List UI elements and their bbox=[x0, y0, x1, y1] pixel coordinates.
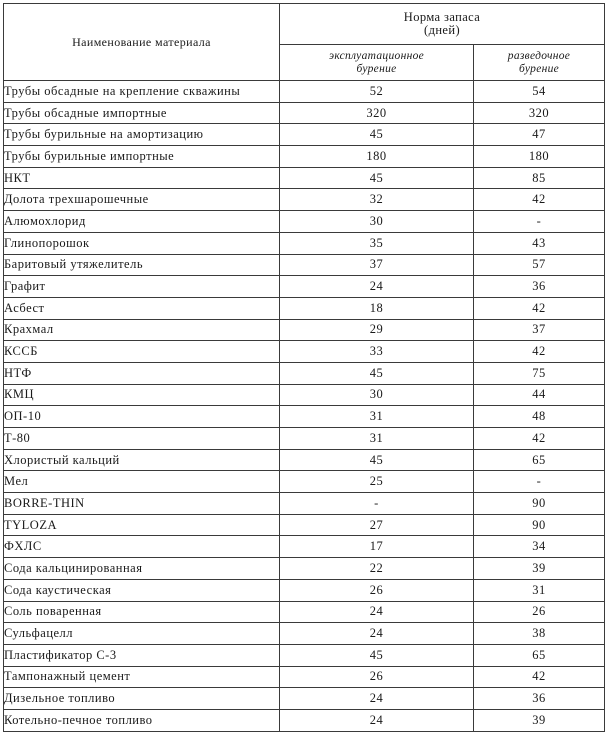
stock-norm-title: Норма запаса bbox=[403, 10, 481, 25]
material-name-cell: Котельно-печное топливо bbox=[4, 709, 280, 731]
exploration-norm-cell: 36 bbox=[474, 688, 605, 710]
exploration-norm-cell: 75 bbox=[474, 362, 605, 384]
table-row bbox=[4, 666, 605, 688]
table-body bbox=[4, 81, 605, 732]
exploitation-norm-cell: 25 bbox=[280, 471, 474, 493]
table-row bbox=[4, 471, 605, 493]
material-name-cell: КМЦ bbox=[4, 384, 280, 406]
stock-norm-group-header bbox=[280, 4, 605, 45]
table-row bbox=[4, 449, 605, 471]
exploitation-header-line2: бурение bbox=[356, 62, 397, 75]
table-row bbox=[4, 232, 605, 254]
exploitation-norm-cell: 27 bbox=[280, 514, 474, 536]
table-header bbox=[4, 4, 605, 81]
exploitation-drilling-header bbox=[280, 45, 474, 81]
table-row bbox=[4, 254, 605, 276]
material-name-cell: НКТ bbox=[4, 167, 280, 189]
table-row bbox=[4, 536, 605, 558]
material-name-cell: НТФ bbox=[4, 362, 280, 384]
table-row bbox=[4, 579, 605, 601]
exploitation-norm-cell: 37 bbox=[280, 254, 474, 276]
table-row bbox=[4, 319, 605, 341]
exploration-norm-cell: 65 bbox=[474, 449, 605, 471]
material-name-header: Наименование материала bbox=[4, 4, 280, 81]
exploitation-norm-cell: - bbox=[280, 493, 474, 515]
exploration-norm-cell: 42 bbox=[474, 428, 605, 450]
material-name-cell: Тампонажный цемент bbox=[4, 666, 280, 688]
material-name-cell: Дизельное топливо bbox=[4, 688, 280, 710]
material-name-cell: Крахмал bbox=[4, 319, 280, 341]
table-row bbox=[4, 709, 605, 731]
exploitation-norm-cell: 45 bbox=[280, 362, 474, 384]
exploration-norm-cell: - bbox=[474, 471, 605, 493]
exploration-norm-cell: 34 bbox=[474, 536, 605, 558]
exploitation-norm-cell: 45 bbox=[280, 644, 474, 666]
exploration-norm-cell: 54 bbox=[474, 81, 605, 103]
exploration-norm-cell: - bbox=[474, 211, 605, 233]
table-row bbox=[4, 644, 605, 666]
table-row bbox=[4, 384, 605, 406]
exploitation-norm-cell: 18 bbox=[280, 297, 474, 319]
material-name-cell: Сода кальцинированная bbox=[4, 558, 280, 580]
exploration-norm-cell: 43 bbox=[474, 232, 605, 254]
exploitation-norm-cell: 52 bbox=[280, 81, 474, 103]
exploration-norm-cell: 48 bbox=[474, 406, 605, 428]
exploitation-norm-cell: 24 bbox=[280, 709, 474, 731]
table-row bbox=[4, 81, 605, 103]
material-name-cell: Трубы бурильные импортные bbox=[4, 146, 280, 168]
exploration-norm-cell: 65 bbox=[474, 644, 605, 666]
table-row bbox=[4, 341, 605, 363]
table-row bbox=[4, 211, 605, 233]
exploitation-norm-cell: 24 bbox=[280, 688, 474, 710]
exploitation-norm-cell: 17 bbox=[280, 536, 474, 558]
table-row bbox=[4, 124, 605, 146]
exploitation-norm-cell: 26 bbox=[280, 579, 474, 601]
exploitation-norm-cell: 45 bbox=[280, 124, 474, 146]
exploitation-norm-cell: 45 bbox=[280, 167, 474, 189]
exploitation-norm-cell: 22 bbox=[280, 558, 474, 580]
material-name-cell: Т-80 bbox=[4, 428, 280, 450]
exploration-norm-cell: 57 bbox=[474, 254, 605, 276]
exploitation-norm-cell: 33 bbox=[280, 341, 474, 363]
material-name-cell: Долота трехшарошечные bbox=[4, 189, 280, 211]
table-row bbox=[4, 276, 605, 298]
material-name-cell: Асбест bbox=[4, 297, 280, 319]
material-name-cell: Хлористый кальций bbox=[4, 449, 280, 471]
exploration-norm-cell: 42 bbox=[474, 341, 605, 363]
material-name-cell: Сульфацелл bbox=[4, 623, 280, 645]
stock-norms-table bbox=[3, 3, 605, 732]
exploitation-norm-cell: 31 bbox=[280, 428, 474, 450]
exploration-norm-cell: 180 bbox=[474, 146, 605, 168]
exploration-norm-cell: 47 bbox=[474, 124, 605, 146]
exploration-norm-cell: 90 bbox=[474, 493, 605, 515]
material-name-cell: ОП-10 bbox=[4, 406, 280, 428]
material-name-cell: Трубы бурильные на амортизацию bbox=[4, 124, 280, 146]
material-name-cell: Соль поваренная bbox=[4, 601, 280, 623]
exploration-norm-cell: 85 bbox=[474, 167, 605, 189]
material-name-cell: TYLOZA bbox=[4, 514, 280, 536]
table-row bbox=[4, 189, 605, 211]
table-row bbox=[4, 362, 605, 384]
exploration-norm-cell: 42 bbox=[474, 297, 605, 319]
exploitation-header-line1: эксплуатационное bbox=[328, 49, 425, 62]
exploration-norm-cell: 39 bbox=[474, 709, 605, 731]
exploitation-norm-cell: 24 bbox=[280, 623, 474, 645]
exploitation-norm-cell: 35 bbox=[280, 232, 474, 254]
material-name-cell: Глинопорошок bbox=[4, 232, 280, 254]
material-name-cell: Алюмохлорид bbox=[4, 211, 280, 233]
table-row bbox=[4, 167, 605, 189]
table-row bbox=[4, 558, 605, 580]
table-row bbox=[4, 102, 605, 124]
material-name-cell: Сода каустическая bbox=[4, 579, 280, 601]
table-row bbox=[4, 623, 605, 645]
exploitation-norm-cell: 31 bbox=[280, 406, 474, 428]
exploration-header-line2: бурение bbox=[518, 62, 560, 75]
exploitation-norm-cell: 320 bbox=[280, 102, 474, 124]
exploitation-norm-cell: 45 bbox=[280, 449, 474, 471]
table-row bbox=[4, 428, 605, 450]
material-name-cell: Мел bbox=[4, 471, 280, 493]
exploration-norm-cell: 42 bbox=[474, 666, 605, 688]
exploration-norm-cell: 39 bbox=[474, 558, 605, 580]
table-row bbox=[4, 493, 605, 515]
exploitation-norm-cell: 180 bbox=[280, 146, 474, 168]
exploration-norm-cell: 36 bbox=[474, 276, 605, 298]
exploitation-norm-cell: 32 bbox=[280, 189, 474, 211]
exploration-norm-cell: 42 bbox=[474, 189, 605, 211]
exploration-norm-cell: 26 bbox=[474, 601, 605, 623]
exploitation-norm-cell: 26 bbox=[280, 666, 474, 688]
exploration-norm-cell: 31 bbox=[474, 579, 605, 601]
table-row bbox=[4, 406, 605, 428]
stock-norm-unit: (дней) bbox=[424, 23, 461, 38]
table-row bbox=[4, 688, 605, 710]
material-name-cell: Трубы обсадные импортные bbox=[4, 102, 280, 124]
exploitation-norm-cell: 30 bbox=[280, 211, 474, 233]
exploration-header-line1: разведочное bbox=[507, 49, 571, 62]
exploration-drilling-header bbox=[474, 45, 605, 81]
material-name-cell: BORRE-THIN bbox=[4, 493, 280, 515]
material-name-cell: КССБ bbox=[4, 341, 280, 363]
exploitation-norm-cell: 24 bbox=[280, 601, 474, 623]
exploitation-norm-cell: 30 bbox=[280, 384, 474, 406]
table-row bbox=[4, 297, 605, 319]
table-row bbox=[4, 601, 605, 623]
exploitation-norm-cell: 24 bbox=[280, 276, 474, 298]
material-name-cell: Баритовый утяжелитель bbox=[4, 254, 280, 276]
material-name-cell: Трубы обсадные на крепление скважины bbox=[4, 81, 280, 103]
exploitation-norm-cell: 29 bbox=[280, 319, 474, 341]
exploration-norm-cell: 38 bbox=[474, 623, 605, 645]
table-row bbox=[4, 146, 605, 168]
material-name-cell: ФХЛС bbox=[4, 536, 280, 558]
material-name-cell: Пластификатор С-3 bbox=[4, 644, 280, 666]
exploration-norm-cell: 320 bbox=[474, 102, 605, 124]
exploration-norm-cell: 37 bbox=[474, 319, 605, 341]
exploration-norm-cell: 44 bbox=[474, 384, 605, 406]
exploration-norm-cell: 90 bbox=[474, 514, 605, 536]
material-name-cell: Графит bbox=[4, 276, 280, 298]
table-row bbox=[4, 514, 605, 536]
